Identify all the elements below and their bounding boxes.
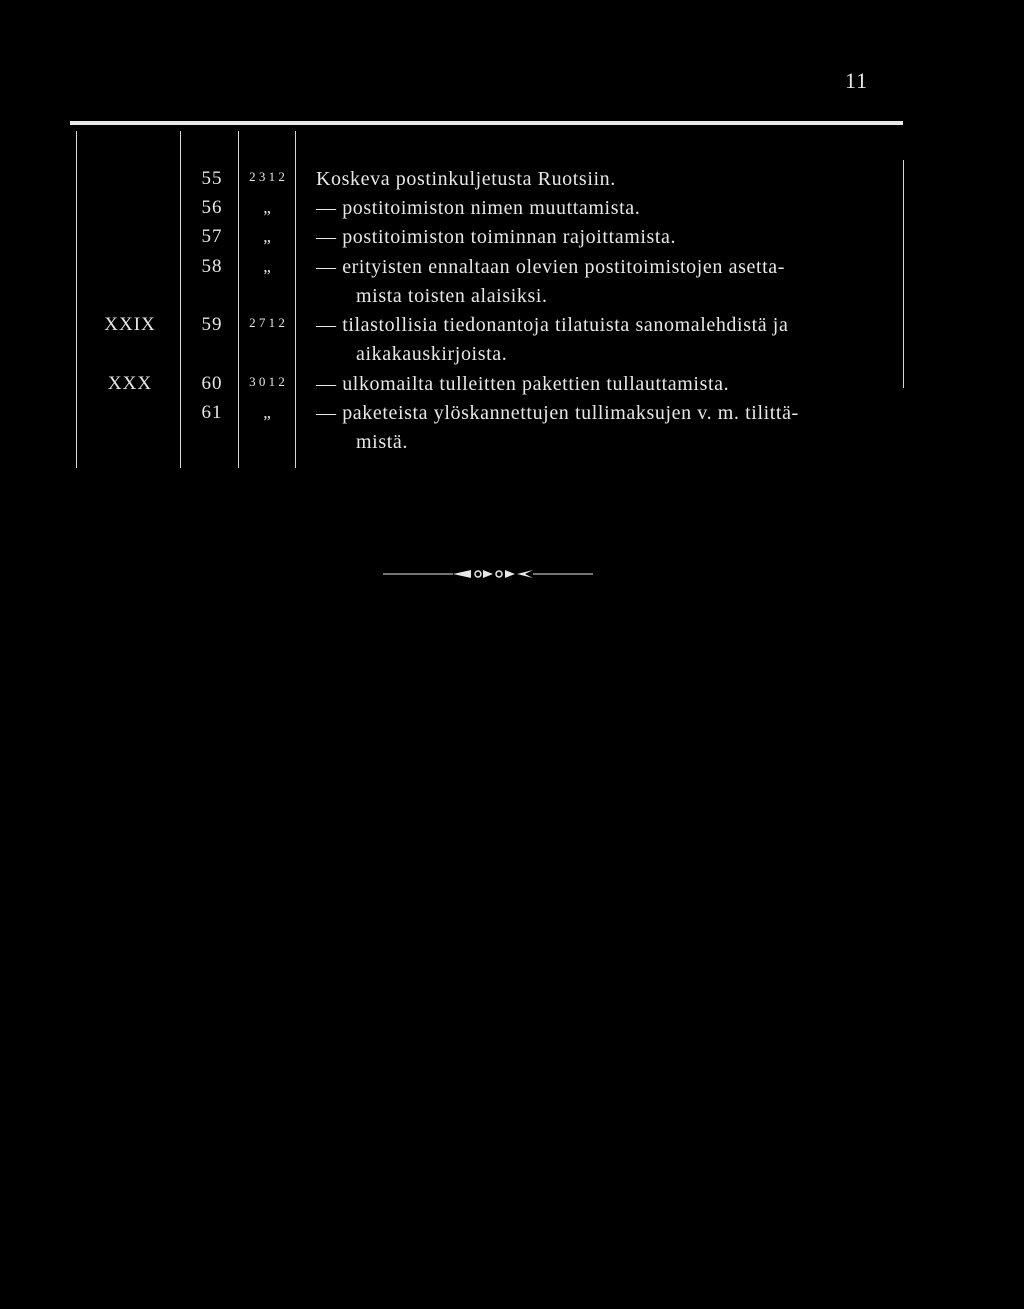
table-row [0,373,1024,401]
top-rule [70,121,903,125]
entry-date: 2 7 1 2 [249,315,285,330]
entry-number: 59 [201,314,223,335]
entry-number: 57 [201,226,223,247]
entry-number: 58 [201,256,223,277]
entry-continuation: aikakauskirjoista. [356,343,508,365]
entry-text: — postitoimiston nimen muuttamista. [316,197,641,219]
entry-date: „ [263,403,271,422]
entry-continuation: mista toisten alaisiksi. [356,285,548,307]
page-number: 11 [845,68,869,93]
entry-text: Koskeva postinkuljetusta Ruotsiin. [316,168,616,190]
table-row-continuation [0,343,1024,371]
entry-date: „ [263,227,271,246]
entry-date-text: 2 3 1 2 [249,169,285,184]
table-row [0,197,1024,225]
entry-text: — erityisten ennaltaan olevien postitoimistojen asetta- [316,256,785,278]
entry-continuation: mistä. [356,431,408,453]
table-row [0,256,1024,284]
entry-text: — postitoimiston toiminnan rajoittamista. [316,226,677,248]
entry-text: — paketeista ylöskannettujen tullimaksujen v. m. tilittä- [316,402,799,424]
table-row [0,402,1024,430]
table-row [0,226,1024,254]
entry-text: — ulkomailta tulleitten pakettien tullauttamista. [316,373,730,395]
entry-number: 60 [201,373,223,394]
entry-date: „ [263,198,271,217]
entry-number: 55 [201,168,223,189]
ornament-divider-icon [383,565,593,583]
entry-roman: XXIX [104,314,156,335]
table-row-continuation [0,431,1024,459]
entry-date: „ [263,257,271,276]
entry-roman: XXX [107,373,153,394]
entry-number: 61 [201,402,223,423]
entry-text: — tilastollisia tiedonantoja tilatuista sanomalehdistä ja [316,314,789,336]
table-row-continuation [0,285,1024,313]
table-row [0,314,1024,342]
entry-number: 56 [201,197,223,218]
entry-date [247,170,287,183]
table-row [0,168,1024,196]
entry-date: 3 0 1 2 [249,374,285,389]
